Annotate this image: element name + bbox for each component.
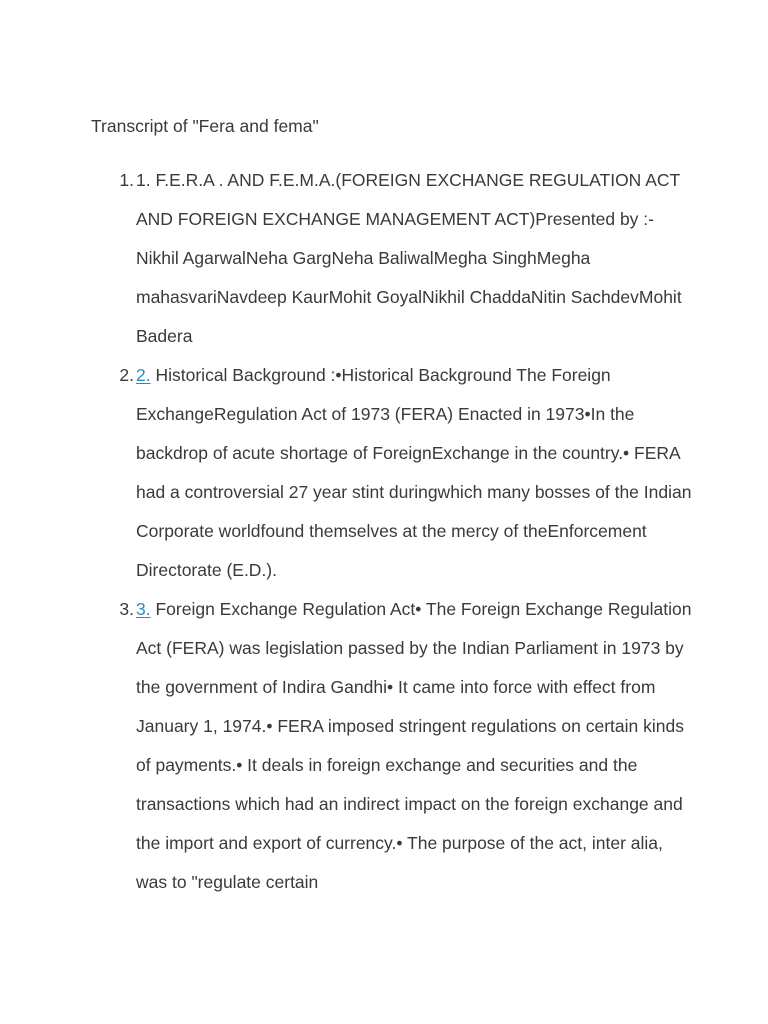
slide-link-2[interactable]: 2.	[136, 365, 151, 385]
item-text: Foreign Exchange Regulation Act• The Foreign Exchange Regulation Act (FERA) was legislation passed by the Indian Parliament in 1973 by the government of Indira Gandhi• It came into force with effect from January 1, 1974.• FERA imposed stringent regulations on certain kinds of payments.• It deals in foreign exchange and securities and the transactions which had an indirect impact on the foreign exchange and the import and export of currency.• The purpose of the act, inter alia, was to "regulate certain	[136, 599, 692, 892]
item-number: 3.	[119, 599, 134, 619]
slide-link-3[interactable]: 3.	[136, 599, 151, 619]
transcript-item-3	[119, 590, 696, 902]
transcript-title: Transcript of "Fera and fema"	[91, 116, 319, 136]
item-number: 2.	[119, 365, 134, 385]
transcript-item-2	[119, 356, 696, 590]
item-number: 1.	[119, 170, 134, 190]
transcript-list	[119, 161, 696, 902]
item-text: 1. F.E.R.A . AND F.E.M.A.(FOREIGN EXCHANGE REGULATION ACT AND FOREIGN EXCHANGE MANAGEMENT ACT)Presented by :-Nikhil AgarwalNeha GargNeha BaliwalMegha SinghMegha mahasvariNavdeep KaurMohit GoyalNikhil ChaddaNitin SachdevMohit Badera	[136, 170, 682, 346]
transcript-item-1	[119, 161, 696, 356]
item-text: Historical Background :•Historical Background The Foreign ExchangeRegulation Act of 1973 (FERA) Enacted in 1973•In the backdrop of acute shortage of ForeignExchange in the country.• FERA had a controversial 27 year stint duringwhich many bosses of the Indian Corporate worldfound themselves at the mercy of theEnforcement Directorate (E.D.).	[136, 365, 692, 580]
